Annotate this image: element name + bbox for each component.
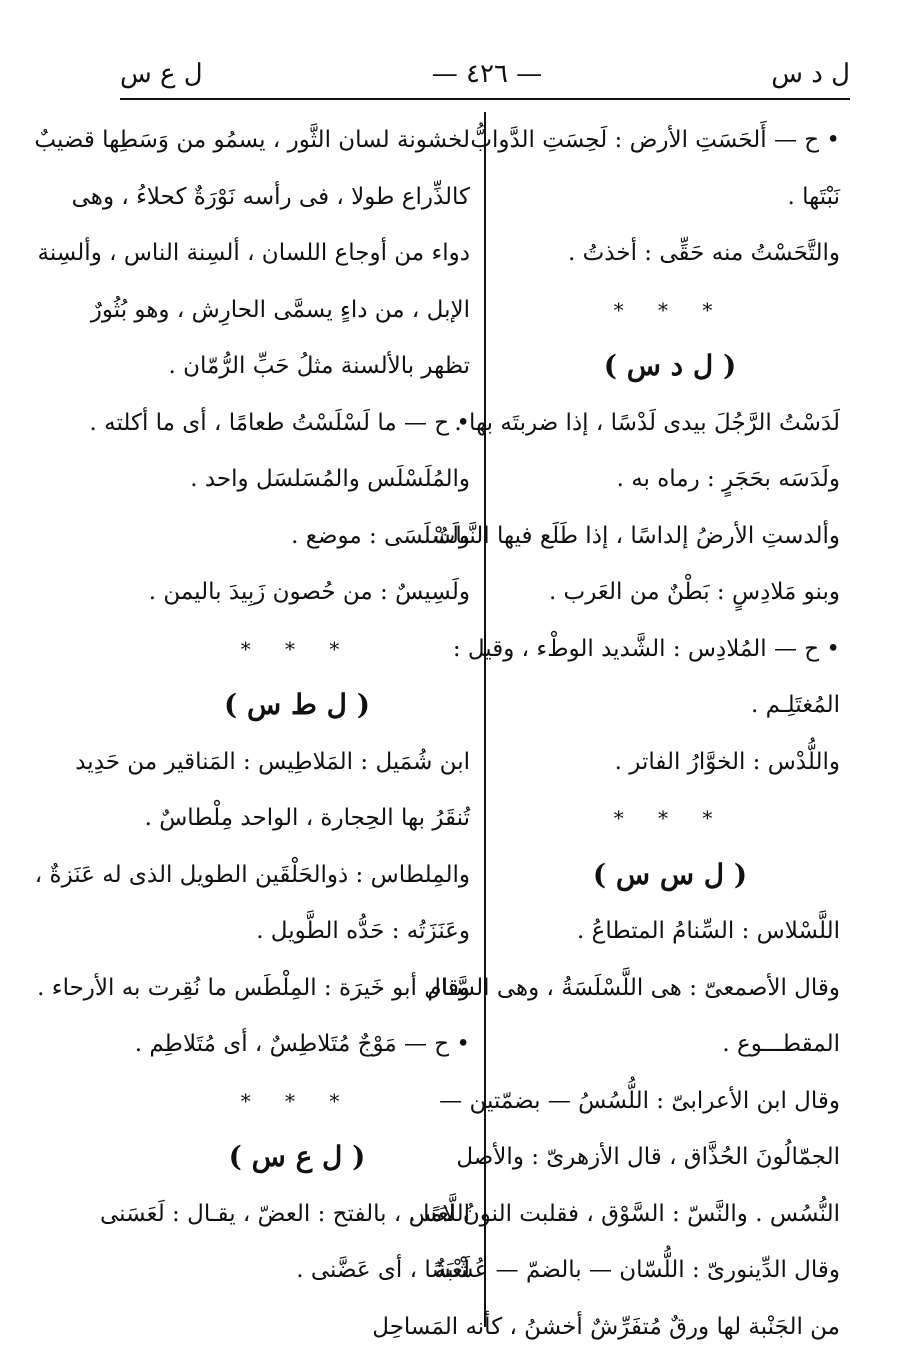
text-line: واللُّدْس : الخوَّارُ الفاتر . bbox=[614, 748, 840, 775]
text-line: وقال أبو خَيرَة : المِلْطَس ما نُقِرت به الأرحاء . bbox=[37, 974, 470, 1001]
text-line: ولَسْلَسَى : موضع . bbox=[291, 522, 470, 549]
text-line: والمُلَسْلَس والمُسَلسَل واحد . bbox=[190, 466, 470, 492]
text-line: اللَّعَس ، بالفتح : العضّ ، يقـال : لَعَسَنى bbox=[100, 1200, 470, 1227]
entry-heading: ( ل د س ) bbox=[603, 349, 737, 382]
text-line: تُنقَرُ بها الحِجارة ، الواحد مِلْطاسٌ . bbox=[144, 805, 470, 831]
running-head-right: ل د س bbox=[771, 59, 850, 89]
running-head-left: ل ع س bbox=[120, 59, 203, 89]
text-line: والتَّحَسْتُ منه حَقِّى : أخذتُ . bbox=[568, 240, 840, 266]
text-line: المقطـــوع . bbox=[722, 1031, 840, 1057]
text-line: وقال الأصمعىّ : هى اللَّسْلَسَةُ ، وهى السَّنام bbox=[427, 974, 840, 1001]
text-line: • ح — ما لَسْلَسْتُ طعامًا ، أى ما أكلته . bbox=[89, 409, 470, 436]
text-line: الجمّالُونَ الحُذَّاق ، قال الأزهرىّ : والأصل bbox=[456, 1144, 840, 1170]
entry-heading: ( ل ع س ) bbox=[228, 1140, 366, 1173]
text-line: • ح — المُلادِس : الشَّديد الوطْء ، وقيل : bbox=[452, 635, 840, 662]
text-line: • ح — أَلحَسَتِ الأرض : لَحِسَتِ الدَّوابُّ bbox=[470, 127, 840, 153]
text-line: ولَسِيسٌ : من حُصون زَبِيدَ باليمن . bbox=[148, 579, 470, 605]
text-line: النُّسُس . والنَّسّ : السَّوْق ، فقلبت النونُ لامًا . bbox=[408, 1200, 840, 1227]
text-line: وبنو مَلادِسٍ : بَطْنٌ من العَرب . bbox=[548, 579, 840, 605]
text-line: وألدستِ الأرضُ إلداسًا ، إذا طَلَع فيها النَّباتُ . bbox=[419, 522, 840, 549]
section-divider: * * * bbox=[240, 636, 354, 661]
text-line: لَعْسًا ، أى عَضَّنى . bbox=[296, 1257, 470, 1283]
text-line: نَبْتَها . bbox=[787, 183, 840, 210]
text-line: وقال الدِّينورىّ : اللُّسّان — بالضمّ — عُشْبَةٌ bbox=[434, 1257, 840, 1283]
text-line: ابن شُمَيل : المَلاطِيس : المَناقير من حَدِيد bbox=[75, 748, 470, 775]
left-column bbox=[34, 112, 470, 1299]
text-line: ولَدَسَه بحَجَرٍ : رماه به . bbox=[616, 466, 840, 492]
header-rule bbox=[120, 98, 850, 100]
text-line: والمِلطاس : ذوالحَلْقَين الطويل الذى له عَنَزةٌ ، bbox=[34, 861, 470, 888]
text-line: من الجَنْبة لها ورقٌ مُتفَرِّشٌ أخشنُ ، كأنه المَساحِل bbox=[372, 1313, 840, 1340]
text-line: وقال ابن الأعرابىّ : اللُّسُسُ — بضمّتين — bbox=[439, 1087, 840, 1114]
section-divider: * * * bbox=[613, 806, 727, 830]
text-line: لَدَسْتُ الرَّجُلَ بيدى لَدْسًا ، إذا ضربتَه بها . bbox=[454, 409, 840, 436]
page-number: — ٤٢٦ — bbox=[431, 59, 543, 89]
text-line: دواء من أوجاع اللسان ، ألسِنة الناس ، وألسِنة bbox=[37, 240, 470, 266]
entry-heading: ( ل ط س ) bbox=[224, 688, 370, 721]
section-divider: * * * bbox=[240, 1088, 354, 1113]
page-header bbox=[120, 52, 850, 96]
text-line: كالذِّراع طولا ، فى رأسه نَوْرَةٌ كحلاءُ ، وهى bbox=[71, 183, 470, 210]
text-line: الإبل ، من داءٍ يسمَّى الحارِش ، وهو بُثُورٌ bbox=[90, 296, 470, 323]
text-line: لخشونة لسان الثَّور ، يسمُو من وَسَطِها قضيبٌ bbox=[34, 127, 470, 153]
text-line: تظهر بالألسنة مثلُ حَبِّ الرُّمّان . bbox=[168, 353, 470, 379]
text-line: وعَنَزَتُه : حَدُّه الطَّويل . bbox=[256, 918, 470, 944]
text-line: المُغتَلِـم . bbox=[750, 692, 840, 718]
text-line: اللَّسْلاس : السِّنامُ المتطاعُ . bbox=[577, 918, 840, 944]
section-divider: * * * bbox=[613, 297, 727, 322]
text-line: • ح — مَوْجٌ مُتَلاطِسٌ ، أى مُتَلاطِم . bbox=[134, 1031, 470, 1057]
entry-heading: ( ل س س ) bbox=[592, 857, 748, 891]
